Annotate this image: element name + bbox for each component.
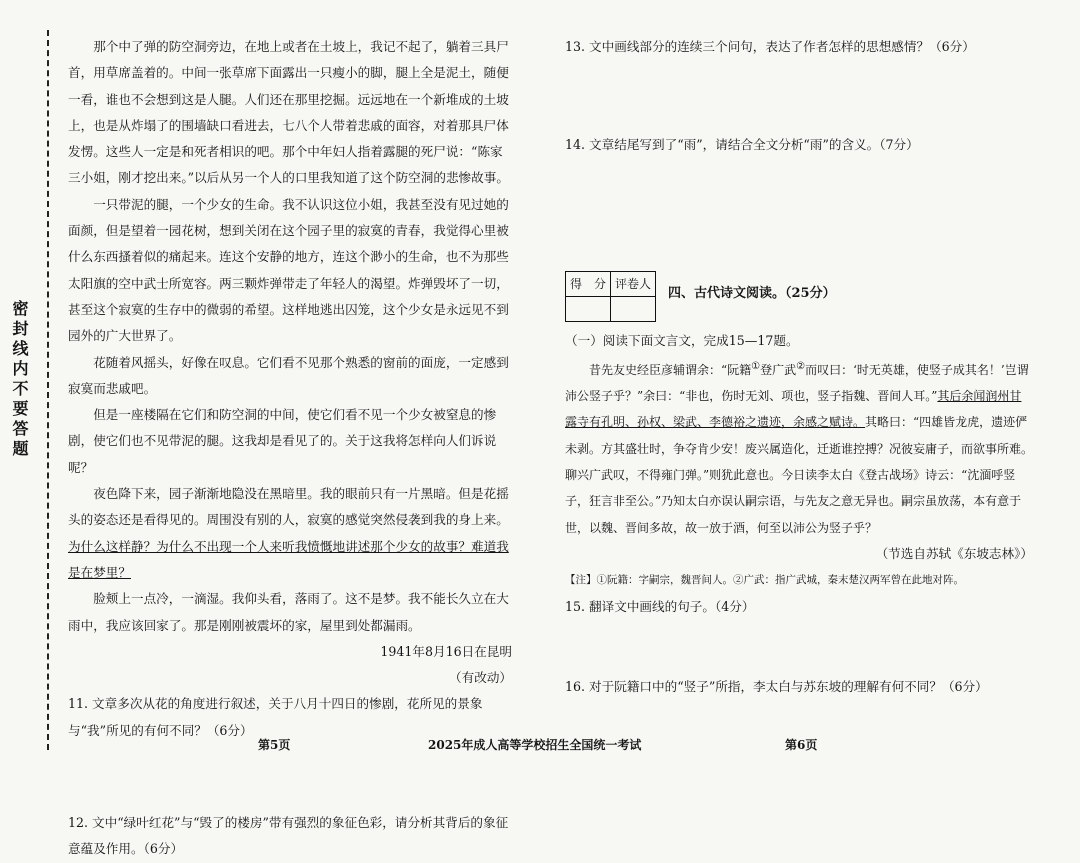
- note-marker-1: ①: [751, 360, 761, 372]
- grader-cell: [611, 296, 656, 321]
- binding-margin: [0, 0, 62, 776]
- footer-right-page-number: 第6页: [785, 738, 818, 752]
- question-14: 14. 文章结尾写到了“雨”，请结合全文分析“雨”的含义。（7分）: [565, 137, 919, 153]
- footer-exam-title: 2025年成人高等学校招生全国统一考试: [428, 738, 642, 752]
- passage-paragraph-5: [68, 481, 512, 586]
- passage-source-note: （有改动）: [449, 670, 512, 686]
- passage-paragraph-2: 一只带泥的腿，一个少女的生命。我不认识这位小姐，我甚至没有见过她的面颜，但是望着一园花树，想到关闭在这个园子里的寂寞的青春，我觉得心里被什么东西搔着似的痛起来。连这个安静的地方，连这个渺小的生命，也不为那些太阳旗的空中武士所宽容。两三颗炸弹带走了年轻人的渴望。炸弹毁坏了一切，甚至这个寂寞的生存中的微弱的希望。这样地逃出囚笼，这个少女是永远见不到园外的广大世界了。: [68, 196, 509, 344]
- score-box-row: [565, 271, 1033, 322]
- note-marker-2: ②: [796, 360, 806, 372]
- underlined-questions: 为什么这样静？为什么不出现一个人来听我愤慨地讲述那个少女的故事？难道我是在梦里？: [68, 538, 509, 580]
- question-11: 11. 文章多次从花的角度进行叙述，关于八月十四日的惨剧，花所见的景象与“我”所见的有何不同？（6分）: [68, 696, 483, 738]
- section-title: 四、古代诗文阅读。（25分）: [668, 285, 836, 301]
- classical-text-a: 昔先友史经臣彦辅谓余：“阮籍: [589, 362, 752, 377]
- classical-text-d: 其略曰：“四雄皆龙虎，遗迹俨未剥。方其盛壮时，争夺肯少安！废兴属造化，迁逝谁控搏？况彼妄庸子，而欲事所难。聊兴广武叹，不得雍门弹。”则犹此意也。今日读李太白《登古战场》诗云：“沈湎呼竖子，狂言非至公。”乃知太白亦误认嗣宗语，与先友之意无异也。嗣宗虽放荡，本有意于世，以魏、晋间多故，故一放于酒，何至以沛公为竖子乎？: [565, 415, 1034, 535]
- question-12: 12. 文中“绿叶红花”与“毁了的楼房”带有强烈的象征色彩，请分析其背后的象征意蕴及作用。（6分）: [68, 815, 509, 857]
- passage-paragraph-6: 脸颊上一点冷，一滴湿。我仰头看，落雨了。这不是梦。我不能长久立在大雨中，我应该回家了。那是刚刚被震坏的家，屋里到处都漏雨。: [68, 591, 509, 633]
- question-15: 15. 翻译文中画线的句子。（4分）: [565, 598, 755, 614]
- passage-paragraph-4: 但是一座楼隔在它们和防空洞的中间，使它们看不见一个少女被窒息的惨剧，使它们也不见带泥的腿。这我却是看见了的。关于这我将怎样向人们诉说呢？: [68, 407, 497, 475]
- passage-paragraph-3: 花随着风摇头，好像在叹息。它们看不见那个熟悉的窗前的面庞，一定感到寂寞而悲戚吧。: [68, 354, 509, 396]
- score-cell: [566, 296, 611, 321]
- score-table: [565, 271, 656, 322]
- binding-warning-text: 密封线内不要答题: [10, 300, 29, 460]
- question-16: 16. 对于阮籍口中的“竖子”所指，李太白与苏东坡的理解有何不同？（6分）: [565, 678, 988, 694]
- classical-source: （节选自苏轼《东坡志林》）: [875, 545, 1033, 561]
- score-header: 得 分: [566, 271, 611, 296]
- question-13: 13. 文中画线部分的连续三个问句，表达了作者怎样的思想感情？（6分）: [565, 39, 975, 54]
- grader-header: 评卷人: [611, 271, 656, 296]
- binding-dashed-line: [47, 30, 49, 750]
- classical-text-b: 登广武: [760, 362, 797, 377]
- classical-underlined-sentence: 其后余闻润州甘露寺有孔明、孙权、梁武、李德裕之遗迹，余感之赋诗。: [565, 389, 1022, 430]
- paragraph-5-text: 夜色降下来，园子渐渐地隐没在黑暗里。我的眼前只有一片黑暗。但是花摇头的姿态还是看得见的。周围没有别的人，寂寞的感觉突然侵袭到我的身上来。: [68, 486, 509, 528]
- right-page-column: [565, 34, 1033, 700]
- passage-date: 1941年8月16日在昆明: [380, 643, 512, 659]
- passage-paragraph-1: 那个中了弹的防空洞旁边，在地上或者在土坡上，我记不起了，躺着三具尸首，用草席盖着的。中间一张草席下面露出一只瘦小的脚，腿上全是泥土，随便一看，谁也不会想到这是人腿。人们还在那里挖掘。远远地在一个新堆成的土坡上，也是从炸塌了的围墙缺口看进去，七八个人带着悲戚的面容，对着那具尸体发愣。这些人一定是和死者相识的吧。那个中年妇人指着露腿的死尸说：“陈家三小姐，刚才挖出来。”以后从另一个人的口里我知道了这个防空洞的悲惨故事。: [68, 39, 509, 186]
- reading-intro: （一）阅读下面文言文，完成15—17题。: [565, 332, 799, 348]
- classical-text-c: 而叹曰：‘时无英雄，使竖子成其名！’岂谓沛公竖子乎？”余曰：“非也，伤时无刘、项也，竖子指魏、晋间人耳。”: [565, 362, 1029, 404]
- classical-passage: [565, 354, 1033, 541]
- annotation-note: 【注】①阮籍：字嗣宗，魏晋间人。②广武：指广武城，秦末楚汉两军曾在此地对阵。: [565, 574, 964, 587]
- footer-left-page-number: 第5页: [258, 738, 291, 752]
